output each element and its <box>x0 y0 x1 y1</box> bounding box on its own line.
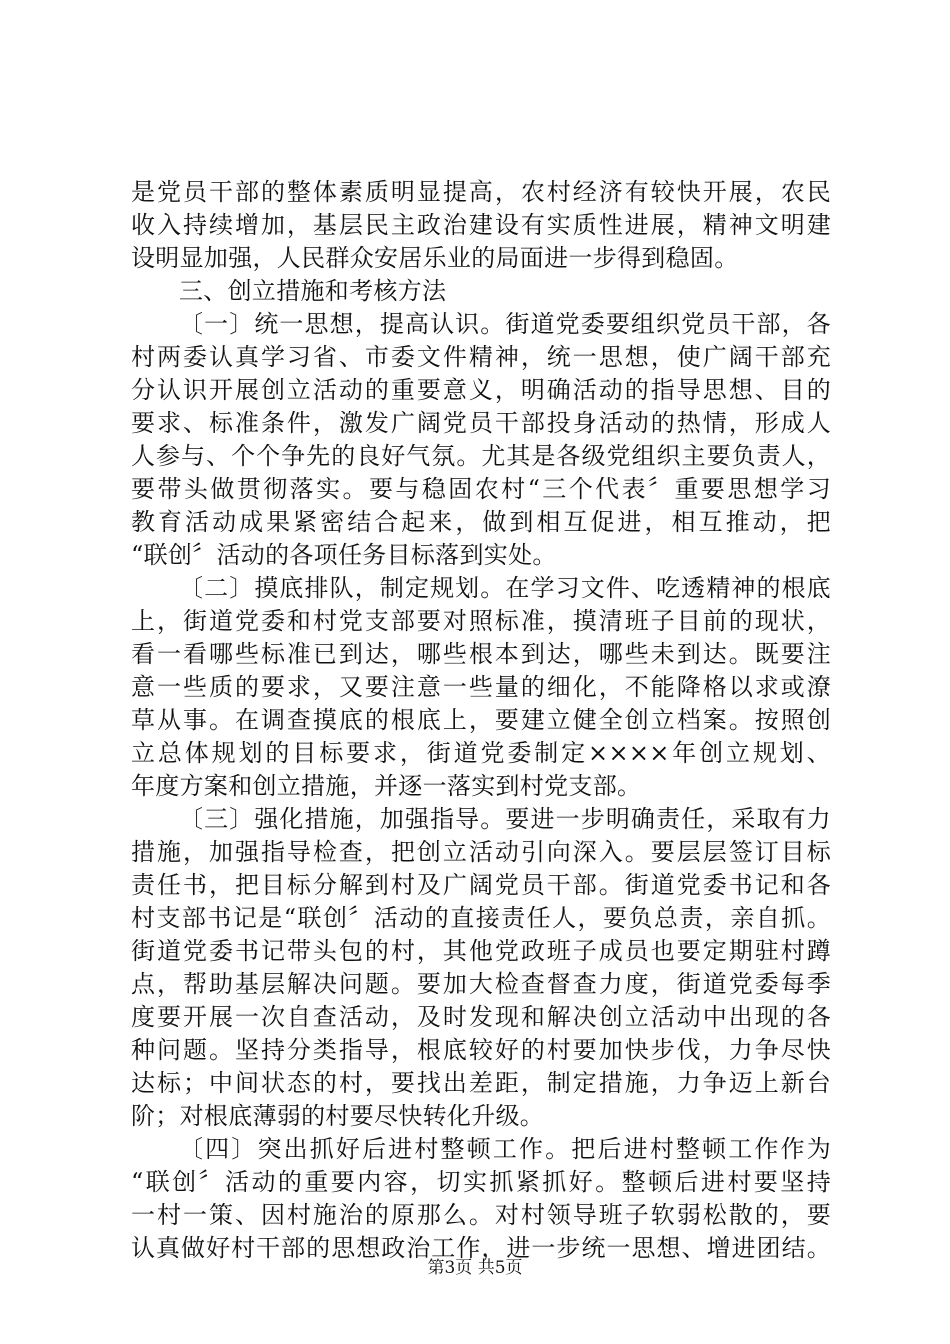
text-line: 收入持续增加，基层民主政治建设有实质性进展，精神文明建 <box>131 211 831 239</box>
text-line: 责任书，把目标分解到村及广阔党员干部。街道党委书记和各 <box>131 871 831 899</box>
text-line: 认真做好村干部的思想政治工作，进一步统一思想、增进团结。 <box>131 1234 831 1262</box>
text-line: 意一些质的要求，又要注意一些量的细化，不能降格以求或潦 <box>131 673 831 701</box>
document-body <box>131 176 831 1265</box>
text-line: 措施，加强指导检查，把创立活动引向深入。要层层签订目标 <box>131 838 831 866</box>
text-line: 人参与、个个争先的良好气氛。尤其是各级党组织主要负责人， <box>131 442 831 470</box>
text-line: 草从事。在调查摸底的根底上，要建立健全创立档案。按照创 <box>131 706 831 734</box>
paragraph-start-line: 〔一〕统一思想，提高认识。街道党委要组织党员干部，各 <box>179 310 831 338</box>
text-line: 是党员干部的整体素质明显提高，农村经济有较快开展，农民 <box>131 178 831 206</box>
text-line: 要求、标准条件，激发广阔党员干部投身活动的热情，形成人 <box>131 409 831 437</box>
text-line: 上，街道党委和村党支部要对照标准，摸清班子目前的现状， <box>131 607 831 635</box>
text-line: 立总体规划的目标要求，街道党委制定××××年创立规划、 <box>131 739 831 767</box>
paragraph-start-line: 〔三〕强化措施，加强指导。要进一步明确责任，采取有力 <box>179 805 831 833</box>
text-line: 种问题。坚持分类指导，根底较好的村要加快步伐，力争尽快 <box>131 1036 831 1064</box>
text-line: 阶；对根底薄弱的村要尽快转化升级。 <box>131 1102 545 1130</box>
text-line: 年度方案和创立措施，并逐一落实到村党支部。 <box>131 772 642 800</box>
section-heading: 三、创立措施和考核方法 <box>179 277 447 305</box>
text-line: “联创〞活动的各项任务目标落到实处。 <box>131 541 557 569</box>
page-footer: 第3页 共5页 <box>427 1258 523 1278</box>
text-line: 看一看哪些标准已到达，哪些根本到达，哪些未到达。既要注 <box>131 640 831 668</box>
paragraph-start-line: 〔四〕突出抓好后进村整顿工作。把后进村整顿工作作为 <box>179 1135 831 1163</box>
text-line: 村支部书记是“联创〞活动的直接责任人，要负总责，亲自抓。 <box>131 904 831 932</box>
text-line: 教育活动成果紧密结合起来，做到相互促进，相互推动，把 <box>131 508 831 536</box>
text-line: 一村一策、因村施治的原那么。对村领导班子软弱松散的，要 <box>131 1201 831 1229</box>
text-line: 分认识开展创立活动的重要意义，明确活动的指导思想、目的 <box>131 376 831 404</box>
text-line: 点，帮助基层解决问题。要加大检查督查力度，街道党委每季 <box>131 970 831 998</box>
text-line: 达标；中间状态的村，要找出差距，制定措施，力争迈上新台 <box>131 1069 831 1097</box>
text-line: 设明显加强，人民群众安居乐业的局面进一步得到稳固。 <box>131 244 739 272</box>
text-line: 村两委认真学习省、市委文件精神，统一思想，使广阔干部充 <box>131 343 831 371</box>
text-line: 要带头做贯彻落实。要与稳固农村“三个代表〞重要思想学习 <box>131 475 831 503</box>
text-line: 度要开展一次自查活动，及时发现和解决创立活动中出现的各 <box>131 1003 831 1031</box>
text-line: 街道党委书记带头包的村，其他党政班子成员也要定期驻村蹲 <box>131 937 831 965</box>
paragraph-start-line: 〔二〕摸底排队，制定规划。在学习文件、吃透精神的根底 <box>179 574 831 602</box>
text-line: “联创〞活动的重要内容，切实抓紧抓好。整顿后进村要坚持 <box>131 1168 831 1196</box>
